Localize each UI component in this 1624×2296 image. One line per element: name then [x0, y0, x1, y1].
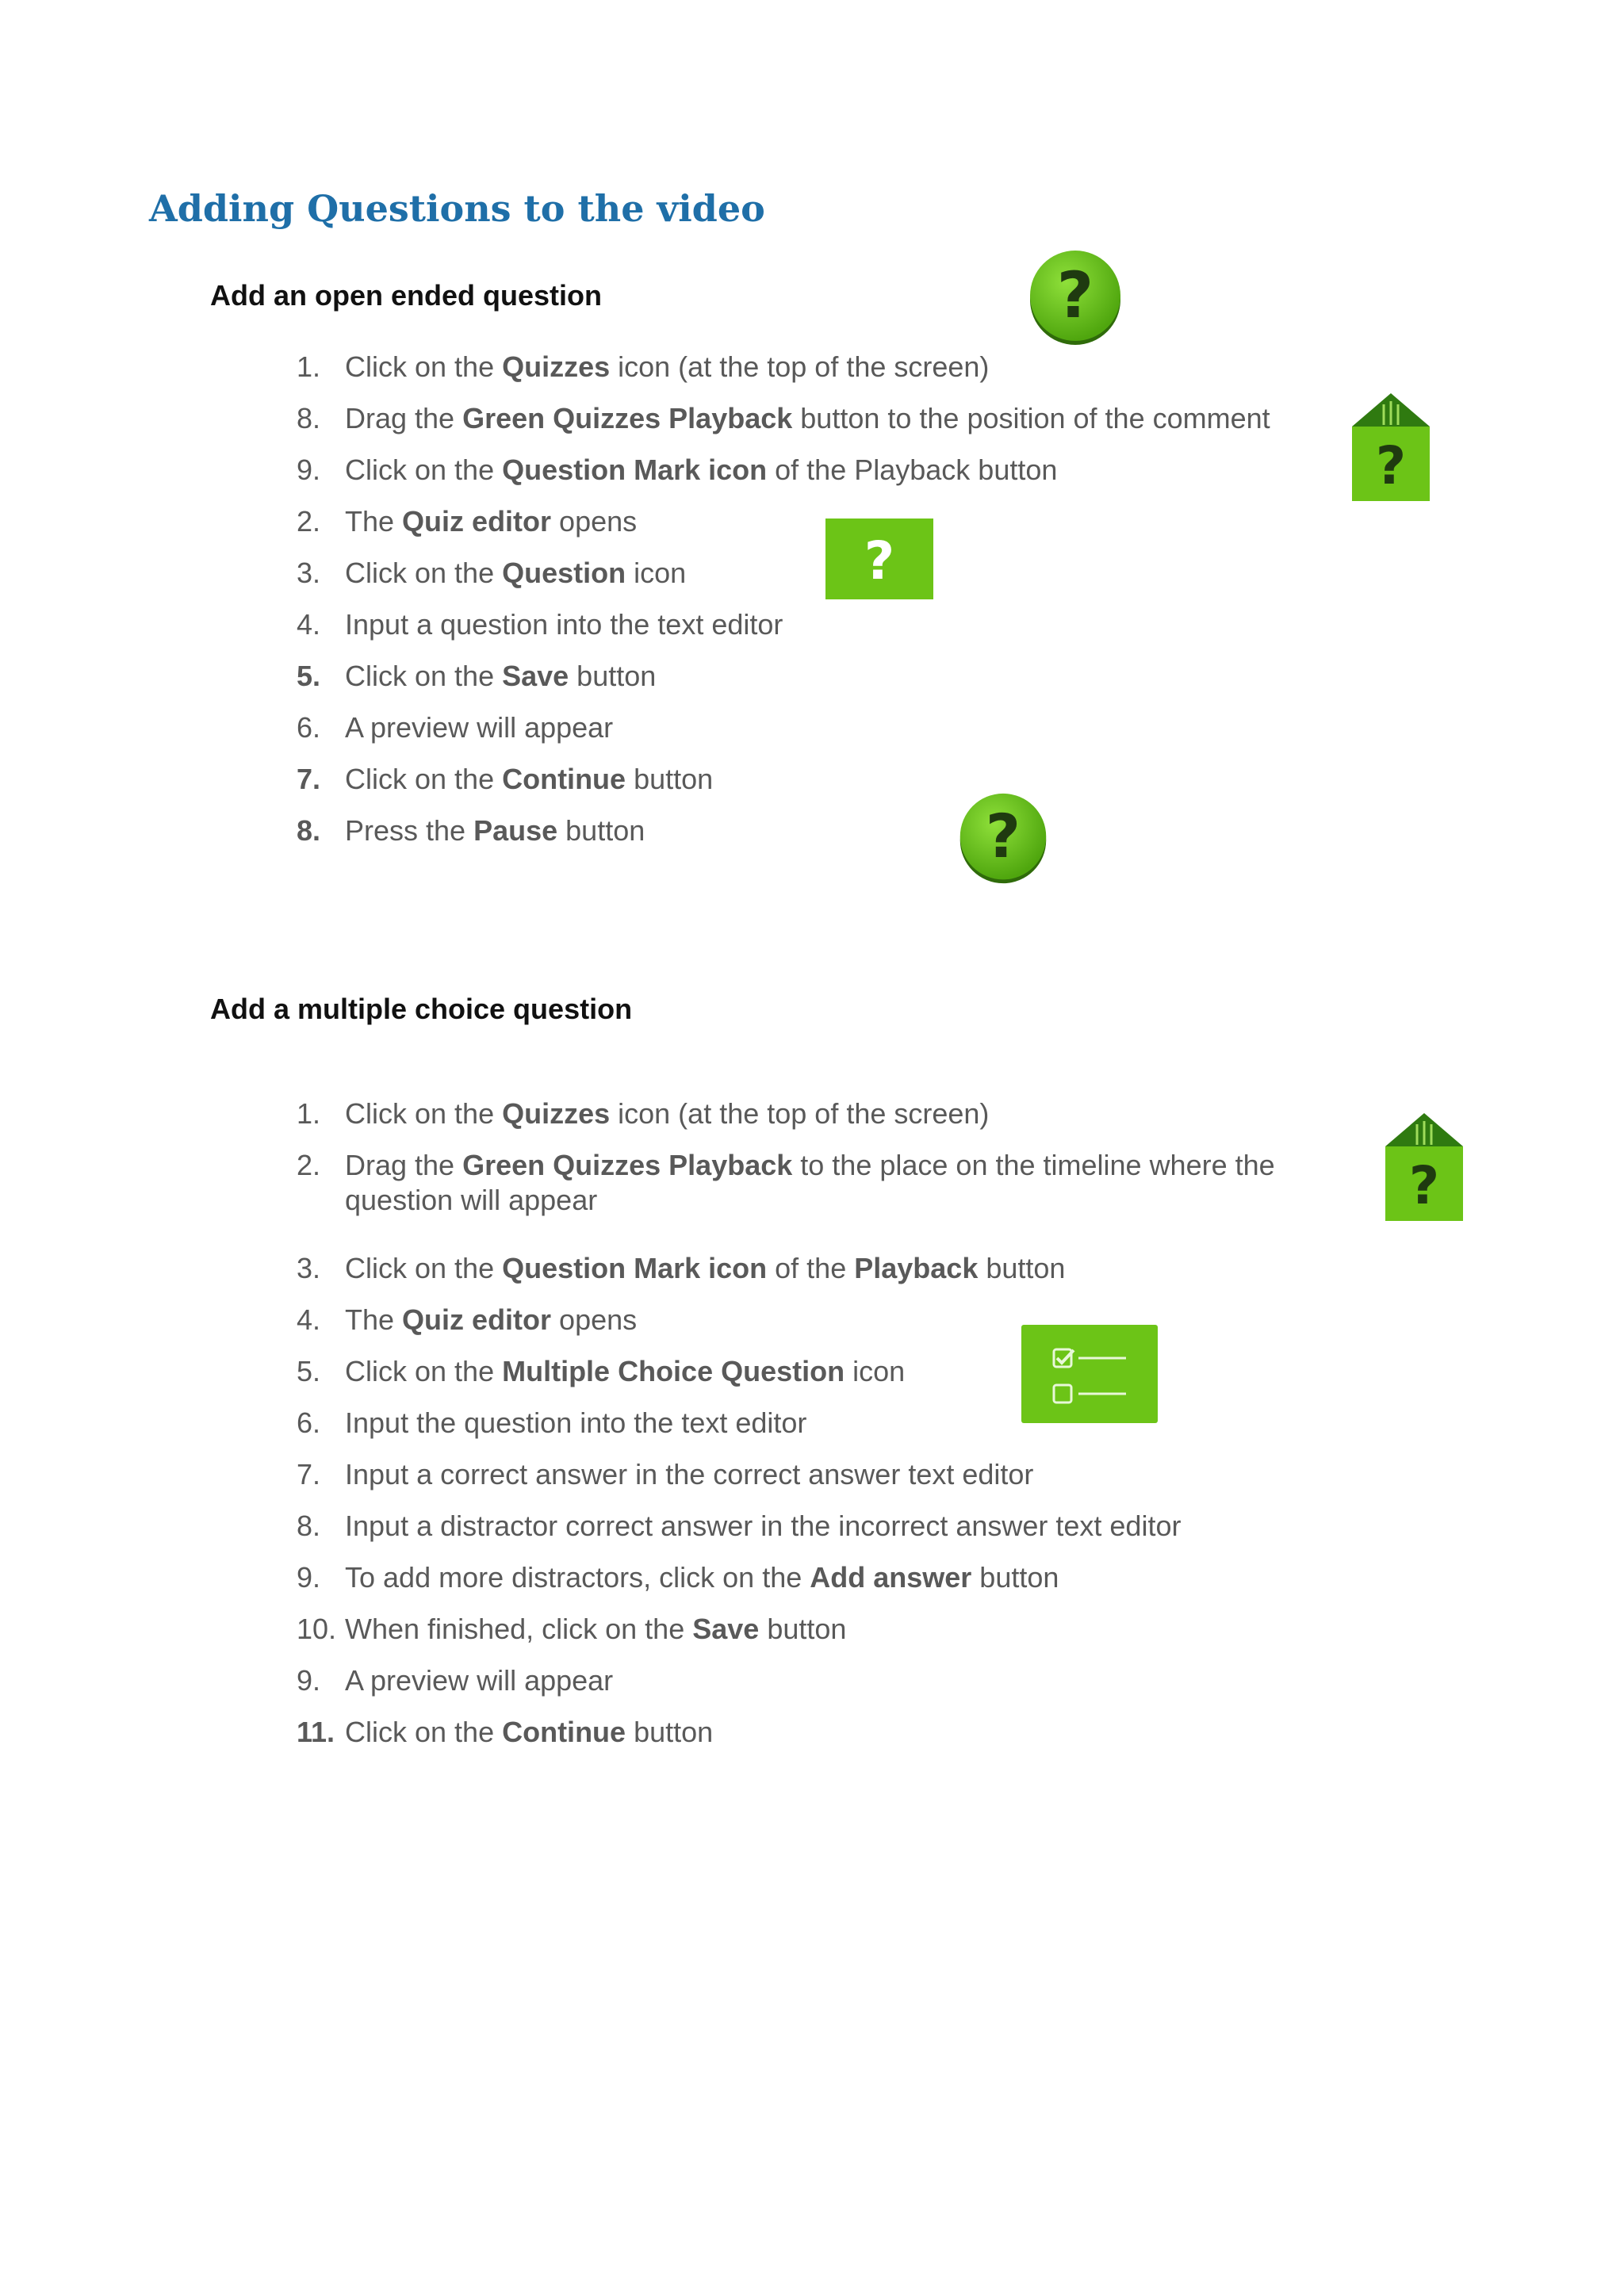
- svg-text:?: ?: [1375, 435, 1407, 496]
- step-text: A preview will appear: [345, 1664, 614, 1697]
- step-number: 10.: [297, 1613, 337, 1645]
- step-number: 3.: [297, 1252, 321, 1284]
- step-text: When finished, click on the Save button: [345, 1613, 847, 1645]
- step-emphasis: Quiz editor: [402, 1303, 552, 1336]
- step-number: 3.: [297, 557, 321, 589]
- step-text: Drag the Green Quizzes Playback to the place on the timeline where the question will appear: [345, 1149, 1275, 1216]
- svg-text:?: ?: [1056, 258, 1094, 332]
- multiple-choice-icon: [1021, 1325, 1158, 1423]
- step-number: 5.: [297, 660, 321, 692]
- question-mark-circle-icon: [956, 790, 1050, 888]
- step-number: 4.: [297, 1303, 321, 1336]
- step-text: Input a question into the text editor: [345, 608, 783, 641]
- step-text: Input a distractor correct answer in the incorrect answer text editor: [345, 1510, 1182, 1542]
- playback-marker-icon: [1385, 1113, 1463, 1221]
- step-emphasis: Add answer: [810, 1561, 972, 1594]
- step-emphasis: Save: [502, 660, 569, 692]
- step-emphasis: Question Mark icon: [502, 453, 768, 486]
- step-emphasis: Playback: [854, 1252, 979, 1284]
- section-heading-multiple-choice: Add a multiple choice question: [210, 993, 633, 1025]
- step-number: 9.: [297, 1664, 321, 1697]
- step-emphasis: Question: [502, 557, 626, 589]
- step-number: 9.: [297, 1561, 321, 1594]
- question-mark-circle-icon: [1026, 247, 1124, 349]
- step-number: 8.: [297, 814, 321, 847]
- step-text: Click on the Quizzes icon (at the top of the screen): [345, 1097, 990, 1130]
- step-number: 11.: [297, 1716, 335, 1748]
- step-text: Drag the Green Quizzes Playback button to the position of the comment: [345, 402, 1270, 434]
- step-emphasis: Question Mark icon: [502, 1252, 768, 1284]
- step-text: Click on the Multiple Choice Question icon: [345, 1355, 906, 1387]
- playback-marker-icon: [1352, 393, 1430, 501]
- step-emphasis: Quizzes: [502, 1097, 611, 1130]
- step-text: Click on the Question icon: [345, 557, 687, 589]
- step-emphasis: Green Quizzes Playback: [462, 402, 793, 434]
- step-text: A preview will appear: [345, 711, 614, 744]
- step-text: Input a correct answer in the correct answer text editor: [345, 1458, 1034, 1490]
- step-text: Click on the Quizzes icon (at the top of the screen): [345, 350, 990, 383]
- step-number: 1.: [297, 1097, 321, 1130]
- step-number: 8.: [297, 402, 321, 434]
- step-emphasis: Continue: [502, 1716, 626, 1748]
- step-text: Click on the Continue button: [345, 763, 714, 795]
- svg-text:?: ?: [985, 800, 1021, 871]
- step-emphasis: Save: [692, 1613, 760, 1645]
- step-text: The Quiz editor opens: [345, 505, 638, 538]
- step-emphasis: Continue: [502, 763, 626, 795]
- step-emphasis: Green Quizzes Playback: [462, 1149, 793, 1181]
- step-text: Press the Pause button: [345, 814, 645, 847]
- step-text: The Quiz editor opens: [345, 1303, 638, 1336]
- step-emphasis: Quizzes: [502, 350, 611, 383]
- page-title: Adding Questions to the video: [149, 187, 765, 230]
- question-square-icon: [825, 519, 933, 599]
- step-number: 9.: [297, 453, 321, 486]
- step-text: Input the question into the text editor: [345, 1406, 807, 1439]
- step-number: 7.: [297, 1458, 321, 1490]
- step-number: 2.: [297, 505, 321, 538]
- step-number: 1.: [297, 350, 321, 383]
- step-number: 5.: [297, 1355, 321, 1387]
- step-emphasis: Quiz editor: [402, 505, 552, 538]
- step-text: To add more distractors, click on the Add answer button: [345, 1561, 1059, 1594]
- step-text: Click on the Question Mark icon of the Playback button: [345, 1252, 1066, 1284]
- svg-text:?: ?: [864, 530, 895, 591]
- step-emphasis: Pause: [473, 814, 558, 847]
- step-number: 7.: [297, 763, 321, 795]
- step-number: 6.: [297, 711, 321, 744]
- svg-text:?: ?: [1408, 1155, 1440, 1216]
- step-text: Click on the Question Mark icon of the Playback button: [345, 453, 1058, 486]
- section-heading-open-ended: Add an open ended question: [210, 279, 602, 312]
- step-text: Click on the Save button: [345, 660, 657, 692]
- step-emphasis: Multiple Choice Question: [502, 1355, 845, 1387]
- step-number: 2.: [297, 1149, 321, 1181]
- step-number: 6.: [297, 1406, 321, 1439]
- step-text: Click on the Continue button: [345, 1716, 714, 1748]
- step-number: 4.: [297, 608, 321, 641]
- step-number: 8.: [297, 1510, 321, 1542]
